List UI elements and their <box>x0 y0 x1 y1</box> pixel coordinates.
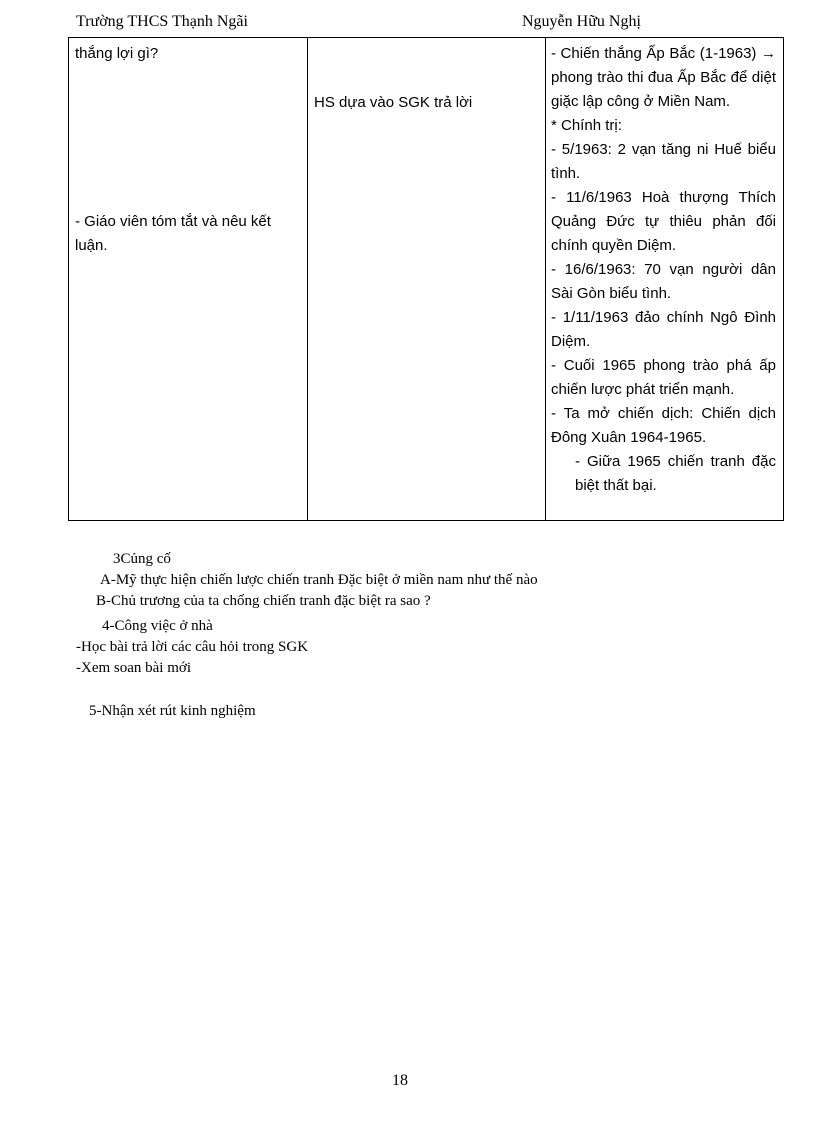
page-number: 18 <box>392 1072 408 1089</box>
consolidation-item-a: A-Mỹ thực hiện chiến lược chiến tranh Đặc biệt ở miền nam như thế nào <box>100 572 538 588</box>
author-name: Nguyễn Hữu Nghị <box>522 13 641 30</box>
content-line: - Ta mở chiến dịch: Chiến dịch Đông Xuân 1964-1965. <box>551 405 776 446</box>
content-line: - 5/1963: 2 vạn tăng ni Huế biểu tình. <box>551 141 776 182</box>
consolidation-heading: 3Củng cố <box>113 551 171 567</box>
content-line: - Chiến thắng Ấp Bắc (1-1963) → phong trào thi đua Ấp Bắc để diệt giặc lập công ở Miền Nam. <box>551 45 776 110</box>
homework-item: -Xem soan bài mới <box>76 660 191 676</box>
review-heading: 5-Nhận xét rút kinh nghiệm <box>89 703 256 719</box>
student-activity-cell <box>308 38 546 521</box>
table-row <box>69 38 784 521</box>
teacher-activity-cell <box>69 38 308 521</box>
content-line: - 11/6/1963 Hoà thượng Thích Quảng Đức tự thiêu phản đối chính quyền Diệm. <box>551 189 776 254</box>
content-line: - 1/11/1963 đảo chính Ngô Đình Diệm. <box>551 309 776 350</box>
homework-heading: 4-Công việc ở nhà <box>102 618 213 634</box>
homework-item: -Học bài trả lời các câu hỏi trong SGK <box>76 639 309 655</box>
consolidation-item-b: B-Chủ trương của ta chống chiến tranh đặc biệt ra sao ? <box>96 593 431 609</box>
lesson-table <box>68 37 784 521</box>
content-line: - Cuối 1965 phong trào phá ấp chiến lược phát triển mạnh. <box>551 357 776 398</box>
content-line: * Chính trị: <box>551 117 622 134</box>
school-name: Trường THCS Thạnh Ngãi <box>76 13 248 30</box>
content-line: - Giữa 1965 chiến tranh đặc biệt thất bại. <box>575 453 776 494</box>
page-header <box>0 11 816 35</box>
content-cell <box>546 38 784 521</box>
content-line: - 16/6/1963: 70 vạn người dân Sài Gòn biểu tình. <box>551 261 776 302</box>
teacher-question: thắng lợi gì? <box>75 45 159 62</box>
student-response: HS dựa vào SGK trả lời <box>314 94 473 111</box>
teacher-conclusion: - Giáo viên tóm tắt và nêu kết luận. <box>75 213 271 254</box>
content-list <box>551 42 776 498</box>
